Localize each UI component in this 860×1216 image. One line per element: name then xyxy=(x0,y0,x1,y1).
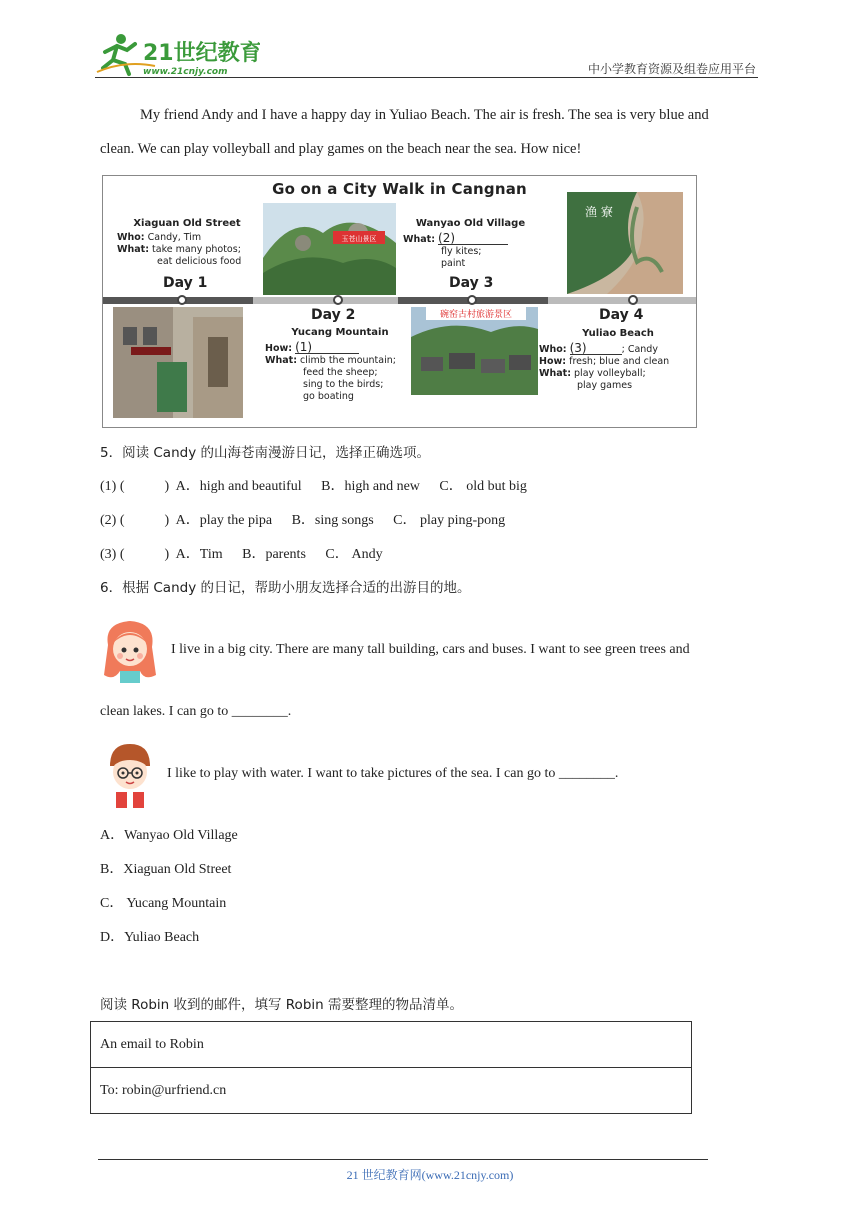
q5-3-option-b[interactable]: B．parents xyxy=(242,547,306,562)
day-3-label: Day 3 xyxy=(449,275,494,291)
q5-2-close: ) xyxy=(164,513,170,528)
page-header xyxy=(95,30,758,80)
yucang-sign: 玉苍山景区 xyxy=(341,235,377,243)
q5-3-option-a[interactable]: A．Tim xyxy=(175,547,223,562)
logo-text: 21世纪教育 xyxy=(143,41,260,66)
girl-line-2: clean lakes. I can go to ________. xyxy=(100,704,292,719)
passage-line-2: clean. We can play volleyball and play games on the beach near the sea. How nice! xyxy=(100,141,582,157)
email-table xyxy=(90,1021,692,1114)
day4-what-2: play games xyxy=(577,380,633,391)
q6-option-c[interactable]: C． Yucang Mountain xyxy=(100,896,227,911)
day-2-label: Day 2 xyxy=(311,307,356,323)
day2-what-3: sing to the birds; xyxy=(303,379,384,390)
q5-1-close: ) xyxy=(164,479,170,494)
logo-runner-icon xyxy=(95,30,260,78)
q6-option-b[interactable]: B．Xiaguan Old Street xyxy=(100,862,232,877)
q5-1-option-b[interactable]: B．high and new xyxy=(321,479,420,494)
day4-who-rest: ; Candy xyxy=(621,344,658,355)
day4-card xyxy=(539,328,697,392)
day3-what-1: fly kites; xyxy=(441,246,482,257)
infographic-title: Go on a City Walk in Cangnan xyxy=(272,180,527,198)
day1-what-2: eat delicious food xyxy=(157,256,242,267)
day3-place: Wanyao Old Village xyxy=(415,218,526,229)
timeline-dot-day3 xyxy=(467,295,477,305)
yuliao-sign: 渔 寮 xyxy=(585,205,613,219)
day3-what-2: paint xyxy=(441,258,466,269)
timeline-dot-day4 xyxy=(628,295,638,305)
q5-1-num: (1) ( xyxy=(100,479,125,494)
q5-2-option-b[interactable]: B．sing songs xyxy=(291,513,374,528)
day1-who: Candy, Tim xyxy=(147,232,202,243)
day4-what-label: What: xyxy=(539,368,571,379)
logo xyxy=(95,30,260,78)
day1-who-label: Who: xyxy=(117,232,145,243)
email-subject: An email to Robin xyxy=(91,1022,692,1068)
q5-1-option-a[interactable]: A．high and beautiful xyxy=(175,479,302,494)
q6-stem: 6．根据 Candy 的日记，帮助小朋友选择合适的出游目的地。 xyxy=(100,580,471,596)
day4-blank: (3) xyxy=(570,342,622,355)
footer-divider xyxy=(98,1159,708,1160)
day2-card xyxy=(265,327,415,403)
timeline-segment xyxy=(253,297,398,304)
q5-3-num: (3) ( xyxy=(100,547,125,562)
timeline-segment xyxy=(548,297,697,304)
day2-blank: (1) xyxy=(295,341,359,354)
q6-option-d[interactable]: D．Yuliao Beach xyxy=(100,930,200,945)
q5-item-2 xyxy=(100,511,505,531)
timeline-dot-day2 xyxy=(333,295,343,305)
table-row xyxy=(91,1068,692,1114)
passage-line-1: My friend Andy and I have a happy day in Yuliao Beach. The air is fresh. The sea is very blue and xyxy=(140,107,709,123)
day3-blank: (2) xyxy=(438,232,508,245)
boy-avatar xyxy=(100,738,160,810)
day1-card xyxy=(117,218,257,268)
girl-avatar xyxy=(100,615,160,685)
day3-what-label: What: xyxy=(403,234,435,245)
table-row xyxy=(91,1022,692,1068)
header-divider xyxy=(95,77,758,78)
footer-text: 21 世纪教育网(www.21cnjy.com) xyxy=(346,1168,514,1182)
platform-label: 中小学教育资源及组卷应用平台 xyxy=(587,62,756,76)
day4-what-1: play volleyball; xyxy=(574,368,646,379)
day4-who-label: Who: xyxy=(539,344,567,355)
boy-icon xyxy=(100,738,160,810)
boy-line: I like to play with water. I want to take pictures of the sea. I can go to ________. xyxy=(167,766,619,781)
day4-how: fresh; blue and clean xyxy=(569,356,670,367)
day-1-label: Day 1 xyxy=(163,275,208,291)
girl-line-1: I live in a big city. There are many tall building, cars and buses. I want to see green trees and xyxy=(171,642,690,657)
wanyao-sign: 碗窑古村旅游景区 xyxy=(439,310,513,320)
day2-place: Yucang Mountain xyxy=(291,327,389,338)
q6-option-a[interactable]: A．Wanyao Old Village xyxy=(100,828,238,843)
q5-3-close: ) xyxy=(164,547,170,562)
q5-item-3 xyxy=(100,545,383,565)
timeline-dot-day1 xyxy=(177,295,187,305)
day2-what-1: climb the mountain; xyxy=(300,355,396,366)
day1-what-1: take many photos; xyxy=(152,244,241,255)
day2-what-label: What: xyxy=(265,355,297,366)
q5-2-option-c[interactable]: C． play ping-pong xyxy=(393,513,506,528)
q5-2-option-a[interactable]: A．play the pipa xyxy=(175,513,273,528)
wanyao-village-photo xyxy=(411,307,538,395)
q5-2-num: (2) ( xyxy=(100,513,125,528)
logo-url: www.21cnjy.com xyxy=(143,67,228,77)
xiaguan-street-photo xyxy=(113,307,243,418)
timeline-bar xyxy=(103,297,696,304)
day1-place: Xiaguan Old Street xyxy=(133,218,241,229)
city-walk-infographic xyxy=(102,175,697,428)
day2-what-4: go boating xyxy=(303,391,354,402)
q5-stem: 5．阅读 Candy 的山海苍南漫游日记，选择正确选项。 xyxy=(100,445,430,461)
day4-how-label: How: xyxy=(539,356,567,367)
day1-what-label: What: xyxy=(117,244,149,255)
yucang-mountain-photo xyxy=(263,203,396,295)
day2-how-label: How: xyxy=(265,343,293,354)
email-to: To: robin@urfriend.cn xyxy=(91,1068,692,1114)
day3-card xyxy=(403,218,538,270)
day4-place: Yuliao Beach xyxy=(582,328,654,339)
yuliao-beach-photo xyxy=(567,192,683,294)
q5-item-1 xyxy=(100,477,527,497)
q5-1-option-c[interactable]: C． old but big xyxy=(439,479,527,494)
day-4-label: Day 4 xyxy=(599,307,644,323)
day2-what-2: feed the sheep; xyxy=(303,367,378,378)
email-section-stem: 阅读 Robin 收到的邮件，填写 Robin 需要整理的物品清单。 xyxy=(100,997,463,1013)
girl-icon xyxy=(100,615,160,685)
q5-3-option-c[interactable]: C． Andy xyxy=(325,547,383,562)
